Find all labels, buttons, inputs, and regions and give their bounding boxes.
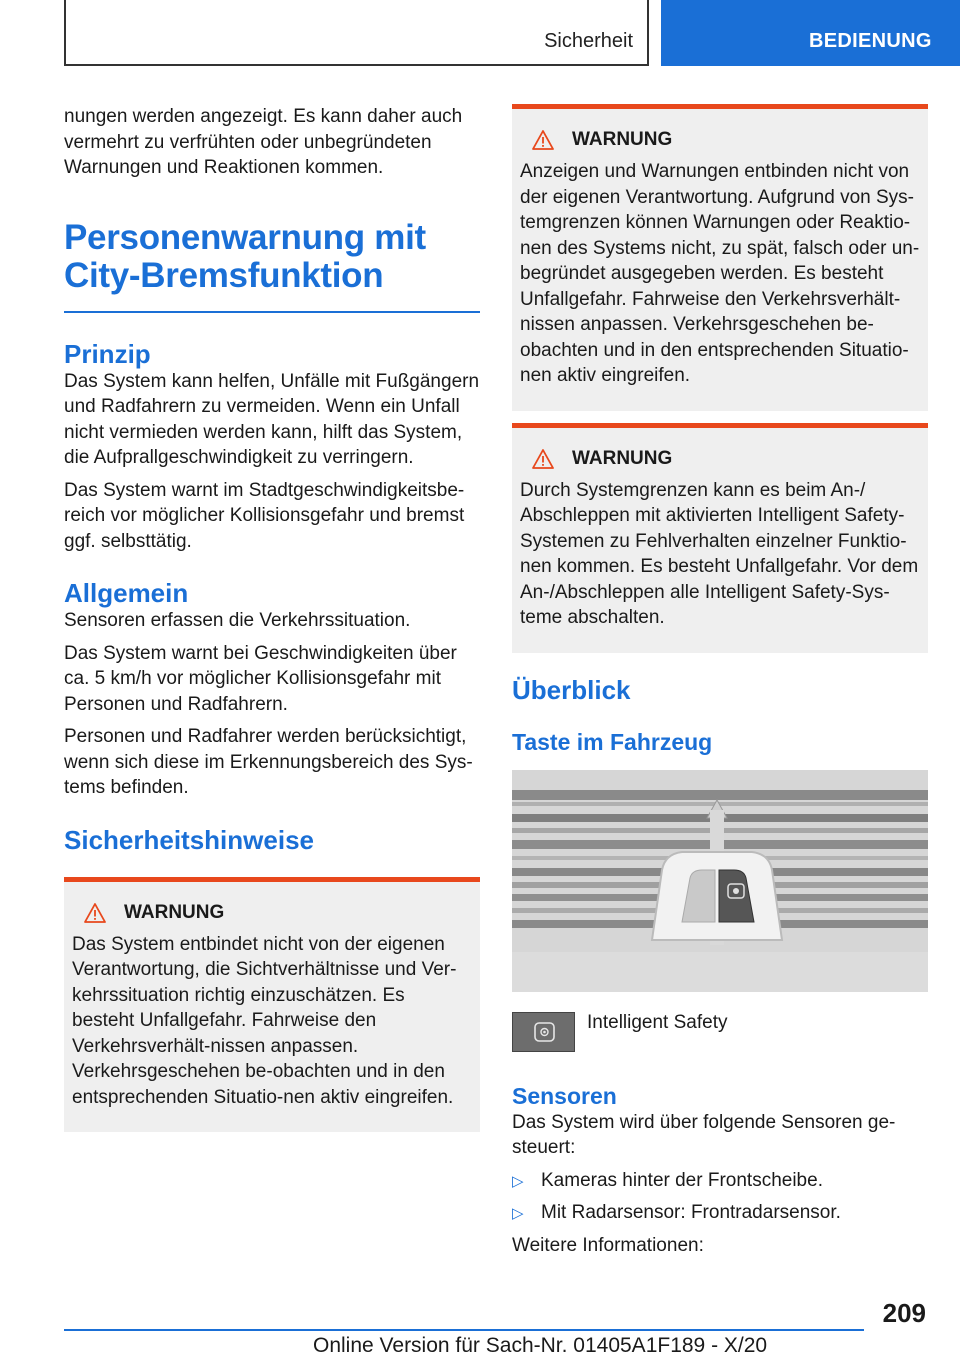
warning-3-text: Durch Systemgrenzen kann es beim An-/ Abschleppen mit aktivierten Intelligent Safety-Systemen zu Fehlverhalten einzelner Funktio-nen kommen. Es besteht Unfallgefahr. Vor dem An-/Abschleppen alle Intelligent Safety-Sys-teme abschalten. xyxy=(520,479,919,628)
header-section-label: Sicherheit xyxy=(544,30,633,52)
bullet-triangle-icon: ▷ xyxy=(512,1172,524,1190)
heading-allgemein: Allgemein xyxy=(64,578,189,608)
bullet-triangle-icon: ▷ xyxy=(512,1205,524,1222)
warning-box-2 xyxy=(512,104,928,411)
allgemein-paragraph-1: Sensoren erfassen die Verkehrssituation. xyxy=(64,610,411,631)
left-column xyxy=(64,104,480,1132)
allgemein-paragraph-2: Das System warnt bei Geschwindigkeiten über ca. 5 km/h vor möglicher Kollisionsgefahr mit Personen und Radfahrern. xyxy=(64,642,457,715)
header-section-tab xyxy=(64,0,649,66)
list-item-text: Kameras hinter der Frontscheibe. xyxy=(541,1169,823,1191)
page-number: 209 xyxy=(882,1298,926,1328)
button-legend-row xyxy=(512,1012,928,1052)
warning-2-title: WARNUNG xyxy=(572,129,673,150)
allgemein-paragraph-3: Personen und Radfahrer werden berücksichtigt, wenn sich diese im Erkennungsbereich des Sys-tems befinden. xyxy=(64,726,473,798)
heading-sicherheitshinweise: Sicherheitshinweise xyxy=(64,824,314,855)
list-item xyxy=(512,1200,928,1227)
vehicle-dashboard-illustration xyxy=(512,770,928,992)
warning-box-3 xyxy=(512,423,928,653)
heading-ueberblick: Überblick xyxy=(512,674,631,705)
sensoren-paragraph: Das System wird über folgende Sensoren ge-steuert: xyxy=(512,1111,896,1158)
warning-2-text: Anzeigen und Warnungen entbinden nicht von der eigenen Verantwortung. Aufgrund von Sys-temgrenzen können Warnungen oder Reaktio-nen des Systems nicht, zu spät, falsch oder un-begründet ausgegeben werden. Es besteht Unfallgefahr. Fahrweise den Verkehrsverhält-nissen anpassen. Verkehrsgeschehen be-obachten und in den entsprechenden Situatio-nen aktiv eingreifen. xyxy=(520,161,920,386)
warning-triangle-icon xyxy=(84,903,106,923)
warning-triangle-icon xyxy=(532,449,554,469)
right-column xyxy=(512,104,928,1265)
intelligent-safety-button-icon xyxy=(512,1012,575,1052)
warning-1-text: Das System entbindet nicht von der eigenen Verantwortung, die Sichtverhältnisse und Ver-kehrssituation richtig einzuschätzen. Es besteht Unfallgefahr. Fahrweise den Verkehrsverhält-nissen anpassen. Verkehrsgeschehen be-obachten und in den entsprechenden Situatio-nen aktiv eingreifen. xyxy=(72,933,457,1108)
footer-version-text: Online Version für Sach-Nr. 01405A1F189 - X/20 xyxy=(313,1334,768,1357)
heading-sensoren: Sensoren xyxy=(512,1082,617,1109)
weitere-informationen: Weitere Informationen: xyxy=(512,1234,704,1256)
footer-rule xyxy=(64,1329,864,1331)
intro-paragraph: nungen werden angezeigt. Es kann daher auch vermehrt zu verfrühten oder unbegründeten Warnungen und Reaktionen kommen. xyxy=(64,106,463,178)
button-legend-label: Intelligent Safety xyxy=(587,1011,728,1033)
prinzip-paragraph-1: Das System kann helfen, Unfälle mit Fußgängern und Radfahrern zu vermeiden. Wenn ein Unfall nicht vermieden werden kann, hilft das System, die Aufprallgeschwindigkeit zu verringern. xyxy=(64,370,480,468)
warning-triangle-icon xyxy=(532,130,554,150)
title-rule xyxy=(64,311,480,313)
prinzip-paragraph-2: Das System warnt im Stadtgeschwindigkeitsbe-reich vor möglicher Kollisionsgefahr und bremst ggf. selbsttätig. xyxy=(64,479,465,552)
warning-1-title: WARNUNG xyxy=(124,901,225,923)
header-chapter-label: BEDIENUNG xyxy=(809,30,932,52)
list-item xyxy=(512,1168,928,1195)
heading-prinzip: Prinzip xyxy=(64,338,151,369)
warning-box-1 xyxy=(64,877,480,1133)
heading-taste-im-fahrzeug: Taste im Fahrzeug xyxy=(512,728,713,755)
list-item-text: Mit Radarsensor: Frontradarsensor. xyxy=(541,1202,841,1223)
warning-3-title: WARNUNG xyxy=(572,447,673,469)
header-chapter-tab xyxy=(661,0,960,66)
page-title: Personenwarnung mit City-Bremsfunktion xyxy=(64,217,426,295)
vehicle-button-photo xyxy=(512,770,928,992)
